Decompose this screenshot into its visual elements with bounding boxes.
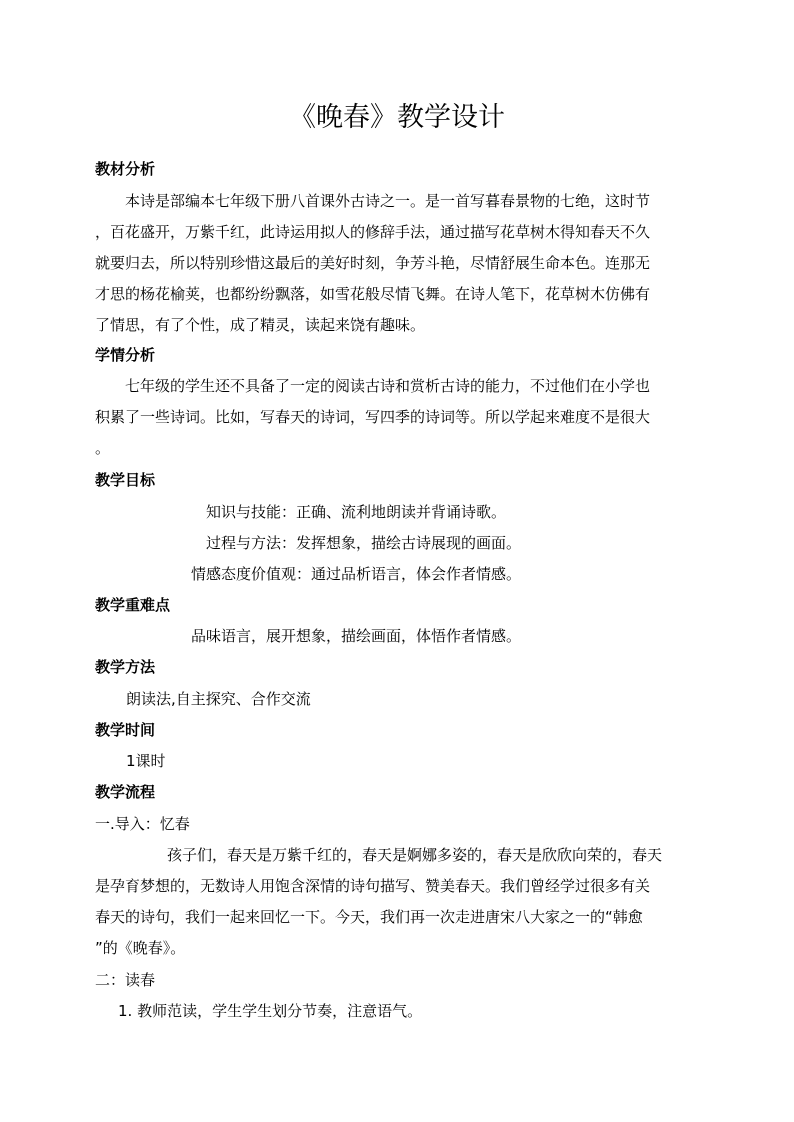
- step1-paragraph: [95, 845, 695, 969]
- document-title: 《晚春》教学设计: [289, 102, 505, 133]
- paragraph-line: ，百花盛开，万紫千红，此诗运用拟人的修辞手法，通过描写花草树木得知春天不久: [95, 223, 651, 241]
- paragraph-line: 七年级的学生还不具备了一定的阅读古诗和赏析古诗的能力，不过他们在小学也: [125, 377, 651, 395]
- paragraph-line: 是孕育梦想的，无数诗人用饱含深情的诗句描写、赞美春天。我们曾经学过很多有关: [95, 877, 651, 895]
- paragraph-line: 才思的杨花榆荚，也都纷纷飘落，如雪花般尽情飞舞。在诗人笔下，花草树木仿佛有: [95, 285, 651, 303]
- time-text: 1课时: [126, 752, 166, 770]
- step2-item-1: 1. 教师范读，学生学生划分节奏，注意语气。: [118, 1002, 423, 1020]
- paragraph-line: 孩子们，春天是万紫千红的，春天是婀娜多姿的，春天是欣欣向荣的，春天: [167, 846, 663, 864]
- section-heading-time: 教学时间: [95, 721, 156, 739]
- goal-attitude: 情感态度价值观：通过品析语言，体会作者情感。: [191, 565, 522, 583]
- goal-process: 过程与方法：发挥想象，描绘古诗展现的画面。: [206, 534, 522, 552]
- section-heading-methods: 教学方法: [95, 658, 156, 676]
- section-heading-textbook-analysis: 教材分析: [95, 160, 156, 178]
- section-heading-student-analysis: 学情分析: [95, 346, 156, 364]
- textbook-analysis-paragraph: [95, 191, 695, 346]
- paragraph-line: 积累了一些诗词。比如，写春天的诗词，写四季的诗词等。所以学起来难度不是很大: [95, 408, 651, 426]
- paragraph-line: 。: [95, 439, 111, 457]
- paragraph-line: 本诗是部编本七年级下册八首课外古诗之一。是一首写暮春景物的七绝，这时节: [125, 192, 651, 210]
- step1-label: 一.导入：忆春: [95, 815, 190, 833]
- methods-text: 朗读法,自主探究、合作交流: [126, 690, 311, 708]
- paragraph-line: 就要归去，所以特别珍惜这最后的美好时刻，争芳斗艳，尽情舒展生命本色。连那无: [95, 254, 651, 272]
- paragraph-line: ”的《晚春》。: [95, 939, 186, 957]
- paragraph-line: 了情思，有了个性，成了精灵，读起来饶有趣味。: [95, 316, 426, 334]
- step2-label: 二：读春: [95, 971, 156, 989]
- paragraph-line: 春天的诗句，我们一起来回忆一下。今天，我们再一次走进唐宋八大家之一的“韩愈: [95, 908, 643, 926]
- key-points-text: 品味语言，展开想象，描绘画面，体悟作者情感。: [191, 627, 522, 645]
- section-heading-process: 教学流程: [95, 783, 156, 801]
- student-analysis-paragraph: [95, 376, 695, 469]
- goal-knowledge: 知识与技能：正确、流利地朗读并背诵诗歌。: [206, 503, 507, 521]
- section-heading-key-points: 教学重难点: [95, 596, 171, 614]
- section-heading-teaching-goals: 教学目标: [95, 471, 156, 489]
